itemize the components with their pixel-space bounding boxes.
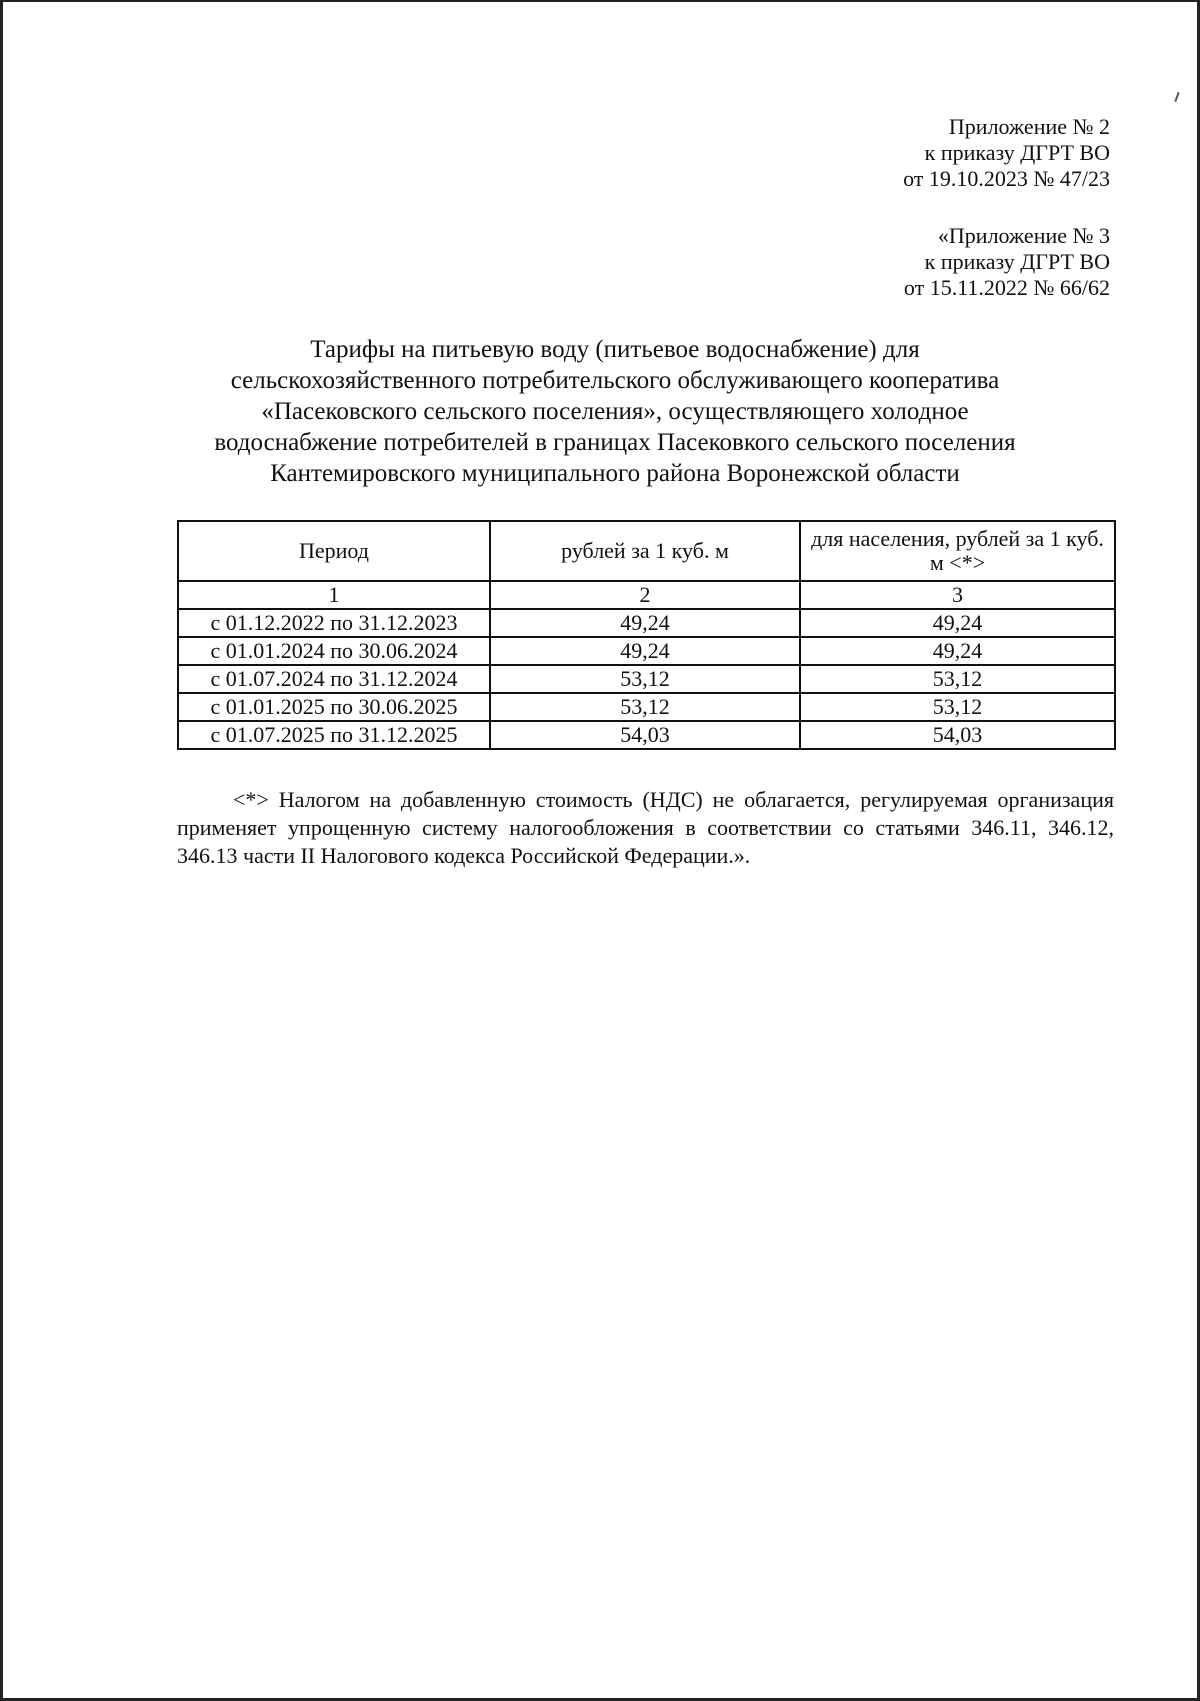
table-row: [178, 637, 1115, 665]
column-number: 2: [490, 581, 800, 609]
header-rate: рублей за 1 куб. м: [490, 521, 800, 581]
cell-period: с 01.12.2022 по 31.12.2023: [178, 609, 490, 637]
column-number-row: [178, 581, 1115, 609]
column-number: 1: [178, 581, 490, 609]
title-line: сельскохозяйственного потребительского обслуживающего кооператива: [230, 367, 1000, 394]
cell-rate-population: 54,03: [800, 721, 1115, 749]
cell-rate-population: 53,12: [800, 665, 1115, 693]
cell-rate: 49,24: [490, 637, 800, 665]
title-line: Кантемировского муниципального района Воронежской области: [270, 460, 960, 487]
cell-rate-population: 49,24: [800, 637, 1115, 665]
cell-period: с 01.01.2025 по 30.06.2025: [178, 693, 490, 721]
title-line: водоснабжение потребителей в границах Пасековкого сельского поселения: [214, 429, 1016, 456]
table-row: [178, 665, 1115, 693]
title-line: «Пасековского сельского поселения», осуществляющего холодное: [261, 398, 969, 425]
appendix-order-date: от 19.10.2023 № 47/23: [903, 166, 1110, 191]
appendix-number: «Приложение № 3: [937, 223, 1110, 248]
footnote: <*> Налогом на добавленную стоимость (НДС) не облагается, регулируемая организация применяет упрощенную систему налогообложения в соответствии со статьями 346.11, 346.12, 346.13 части II Налогового кодекса Российской Федерации.».: [177, 787, 1114, 868]
appendix-number: Приложение № 2: [948, 114, 1110, 139]
cell-period: с 01.01.2024 по 30.06.2024: [178, 637, 490, 665]
document-title: [150, 334, 1080, 489]
table-row: [178, 693, 1115, 721]
cell-rate-population: 53,12: [800, 693, 1115, 721]
appendix-order-ref: к приказу ДГРТ ВО: [924, 249, 1110, 274]
appendix-header-previous: [904, 223, 1110, 301]
header-rate-population: для населения, рублей за 1 куб. м <*>: [800, 521, 1115, 581]
table-header-row: [178, 521, 1115, 581]
tariff-table: [177, 520, 1116, 750]
appendix-order-date: от 15.11.2022 № 66/62: [903, 275, 1110, 300]
appendix-header-current: [903, 114, 1110, 192]
cell-rate: 53,12: [490, 665, 800, 693]
table-row: [178, 721, 1115, 749]
cell-rate: 53,12: [490, 693, 800, 721]
appendix-order-ref: к приказу ДГРТ ВО: [924, 140, 1110, 165]
cell-period: с 01.07.2024 по 31.12.2024: [178, 665, 490, 693]
column-number: 3: [800, 581, 1115, 609]
cell-rate: 49,24: [490, 609, 800, 637]
table-row: [178, 609, 1115, 637]
header-period: Период: [178, 521, 490, 581]
title-line: Тарифы на питьевую воду (питьевое водоснабжение) для: [310, 336, 920, 363]
cell-rate: 54,03: [490, 721, 800, 749]
cell-period: с 01.07.2025 по 31.12.2025: [178, 721, 490, 749]
cell-rate-population: 49,24: [800, 609, 1115, 637]
